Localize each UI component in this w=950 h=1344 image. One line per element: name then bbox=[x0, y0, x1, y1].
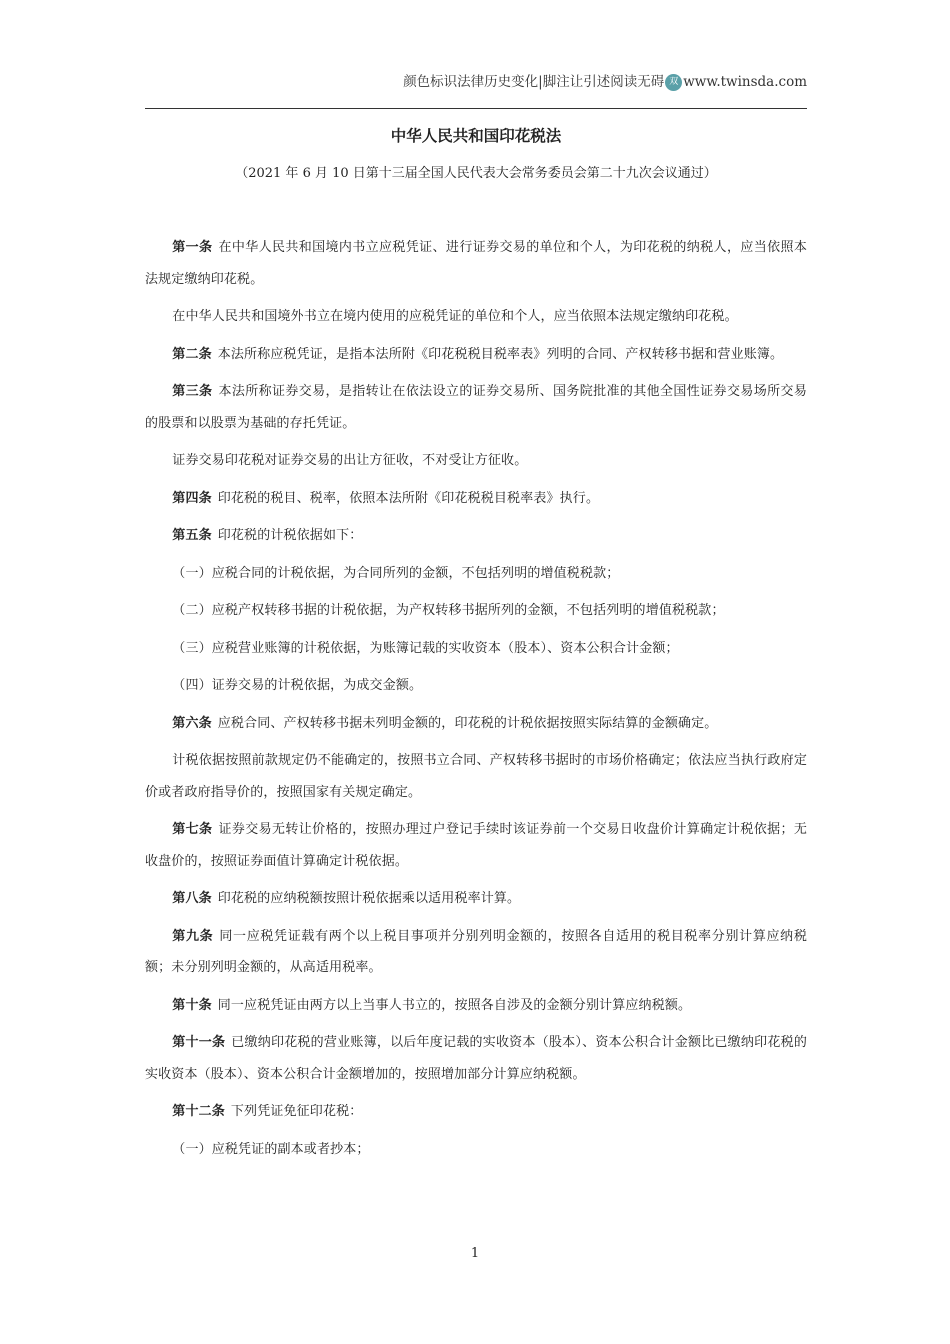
paragraph-text: 在中华人民共和国境外书立在境内使用的应税凭证的单位和个人，应当依照本法规定缴纳印花税。 bbox=[172, 309, 738, 324]
paragraph-text: 证券交易印花税对证券交易的出让方征收，不对受让方征收。 bbox=[172, 453, 528, 468]
paragraph-text: 同一应税凭证由两方以上当事人书立的，按照各自涉及的金额分别计算应纳税额。 bbox=[217, 997, 692, 1013]
paragraph bbox=[145, 1027, 807, 1090]
article-number: 第七条 bbox=[172, 822, 213, 837]
paragraph-text: 计税依据按照前款规定仍不能确定的，按照书立合同、产权转移书据时的市场价格确定；依法应当执行政府定价或者政府指导价的，按照国家有关规定确定。 bbox=[145, 753, 807, 800]
paragraph bbox=[145, 1134, 807, 1166]
article-number: 第三条 bbox=[172, 384, 213, 399]
paragraph bbox=[145, 483, 807, 515]
article-number: 第八条 bbox=[172, 891, 212, 906]
paragraph-text: （一）应税凭证的副本或者抄本； bbox=[172, 1141, 370, 1157]
paragraph bbox=[145, 1096, 807, 1128]
paragraph bbox=[145, 445, 807, 477]
paragraph-text: （三）应税营业账簿的计税依据，为账簿记载的实收资本（股本）、资本公积合计金额； bbox=[172, 640, 679, 656]
paragraph bbox=[145, 670, 807, 702]
article-number: 第十二条 bbox=[172, 1104, 225, 1119]
paragraph-text: 同一应税凭证载有两个以上税目事项并分别列明金额的，按照各自适用的税目税率分别计算应纳税额；未分别列明金额的，从高适用税率。 bbox=[145, 928, 808, 975]
article-number: 第五条 bbox=[172, 528, 212, 543]
paragraph-text: 本法所称应税凭证，是指本法所附《印花税税目税率表》列明的合同、产权转移书据和营业账簿。 bbox=[217, 346, 784, 362]
paragraph-text: （二）应税产权转移书据的计税依据，为产权转移书据所列的金额，不包括列明的增值税税款； bbox=[172, 603, 725, 618]
paragraph-text: 已缴纳印花税的营业账簿，以后年度记载的实收资本（股本）、资本公积合计金额比已缴纳印花税的实收资本（股本）、资本公积合计金额增加的，按照增加部分计算应纳税额。 bbox=[145, 1035, 807, 1082]
article-number: 第六条 bbox=[172, 715, 212, 731]
document-title: 中华人民共和国印花税法 bbox=[390, 126, 562, 145]
paragraph-text: （一）应税合同的计税依据，为合同所列的金额，不包括列明的增值税税款； bbox=[172, 565, 620, 581]
article-number: 第一条 bbox=[172, 240, 213, 255]
paragraph bbox=[145, 814, 807, 877]
paragraph bbox=[145, 558, 807, 590]
paragraph bbox=[145, 990, 807, 1022]
header-rule bbox=[145, 108, 807, 109]
paragraph bbox=[145, 595, 807, 627]
paragraph-text: 下列凭证免征印花税： bbox=[230, 1104, 363, 1119]
article-number: 第九条 bbox=[172, 928, 214, 944]
paragraph bbox=[145, 301, 807, 333]
paragraph-text: 印花税的税目、税率，依照本法所附《印花税税目税率表》执行。 bbox=[217, 490, 600, 506]
article-number: 第四条 bbox=[172, 490, 212, 506]
paragraph bbox=[145, 520, 807, 552]
paragraph-text: 本法所称证券交易，是指转让在依法设立的证券交易所、国务院批准的其他全国性证券交易场所交易的股票和以股票为基础的存托凭证。 bbox=[145, 384, 808, 431]
article-number: 第十一条 bbox=[172, 1035, 226, 1050]
article-number: 第十条 bbox=[172, 997, 212, 1013]
paragraph bbox=[145, 633, 807, 665]
header-url[interactable]: www.twinsda.com bbox=[683, 74, 807, 90]
paragraph bbox=[145, 708, 807, 740]
paragraph bbox=[145, 745, 807, 808]
paragraph bbox=[145, 339, 807, 371]
page-header bbox=[145, 70, 807, 98]
article-number: 第二条 bbox=[172, 346, 212, 362]
paragraph bbox=[145, 232, 807, 295]
page-number: 1 bbox=[470, 1246, 480, 1261]
twinsda-logo-icon: 双 bbox=[665, 74, 682, 91]
paragraph bbox=[145, 376, 807, 439]
paragraph bbox=[145, 921, 807, 984]
paragraph bbox=[145, 883, 807, 915]
paragraph-text: 印花税的计税依据如下： bbox=[217, 528, 363, 543]
header-tagline: 颜色标识法律历史变化|脚注让引述阅读无碍 bbox=[403, 74, 665, 90]
paragraph-text: 印花税的应纳税额按照计税依据乘以适用税率计算。 bbox=[217, 891, 521, 906]
paragraph-text: 在中华人民共和国境内书立应税凭证、进行证券交易的单位和个人，为印花税的纳税人，应当依照本法规定缴纳印花税。 bbox=[145, 240, 808, 287]
document-body bbox=[145, 232, 807, 1171]
paragraph-text: 证券交易无转让价格的，按照办理过户登记手续时该证券前一个交易日收盘价计算确定计税依据；无收盘价的，按照证券面值计算确定计税依据。 bbox=[145, 822, 808, 869]
paragraph-text: 应税合同、产权转移书据未列明金额的，印花税的计税依据按照实际结算的金额确定。 bbox=[217, 715, 718, 731]
paragraph-text: （四）证券交易的计税依据，为成交金额。 bbox=[172, 678, 423, 693]
document-subtitle: （2021 年 6 月 10 日第十三届全国人民代表大会常务委员会第二十九次会议通过） bbox=[235, 166, 717, 181]
